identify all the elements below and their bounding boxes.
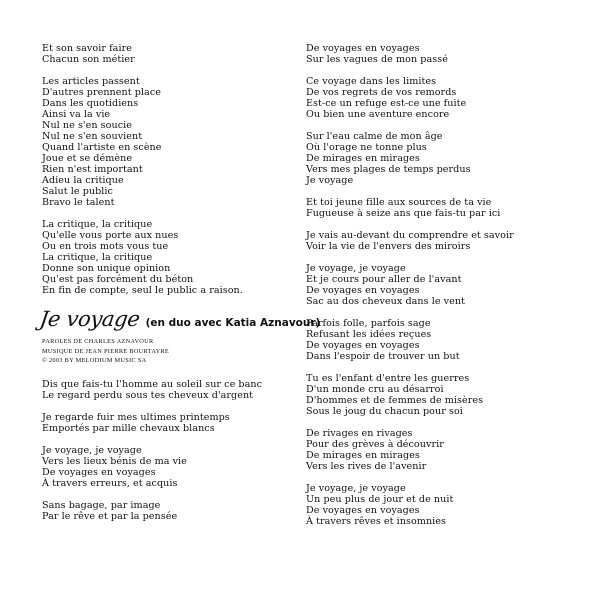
lyric-line: Sur l'eau calme de mon âge bbox=[306, 131, 443, 142]
lyric-line: Fugueuse à seize ans que fais-tu par ici bbox=[306, 208, 501, 219]
stanza bbox=[306, 76, 596, 120]
stanza bbox=[306, 318, 596, 362]
stanza bbox=[306, 230, 596, 252]
lyric-line: Voir la vie de l'envers des miroirs bbox=[306, 241, 471, 252]
lyric-line: Dans les quotidiens bbox=[42, 98, 139, 109]
stanza bbox=[306, 197, 596, 219]
lyric-line: Les articles passent bbox=[42, 76, 140, 87]
lyric-line: Sans bagage, par image bbox=[42, 499, 161, 511]
lyric-line: Je voyage, je voyage bbox=[42, 444, 142, 456]
lyric-line: Pour des grèves à découvrir bbox=[306, 439, 444, 450]
lyric-line: Dans l'espoir de trouver un but bbox=[306, 351, 460, 362]
song-title: Je voyage bbox=[38, 307, 142, 331]
lyric-line: Je voyage, je voyage bbox=[306, 263, 406, 274]
stanza bbox=[306, 131, 596, 186]
lyric-line: De voyages en voyages bbox=[42, 466, 156, 478]
lyric-line: Vers les lieux bénis de ma vie bbox=[42, 455, 187, 467]
stanza bbox=[42, 412, 300, 434]
credit-line: © 2003 BY MELODIUM MUSIC SA bbox=[42, 357, 147, 364]
lyric-line: De vos regrets de vos remords bbox=[306, 87, 457, 98]
lyric-line: Sur les vagues de mon passé bbox=[306, 54, 448, 65]
lyric-line: De voyages en voyages bbox=[306, 340, 420, 351]
lyric-line: Bravo le talent bbox=[42, 197, 115, 208]
lyric-line: D'un monde cru au désarroi bbox=[306, 384, 444, 395]
lyric-line: Emportés par mille chevaux blancs bbox=[42, 422, 215, 434]
stanza bbox=[306, 483, 596, 527]
stanza bbox=[42, 500, 300, 522]
lyric-line: À travers rêves et insomnies bbox=[306, 516, 447, 527]
lyric-line: De voyages en voyages bbox=[306, 43, 420, 54]
stanzas-after bbox=[42, 379, 300, 522]
lyric-line: De mirages en mirages bbox=[306, 450, 420, 461]
lyric-line: Joue et se démène bbox=[42, 153, 133, 164]
song-subtitle: (en duo avec Katia Aznavour) bbox=[145, 317, 321, 329]
lyric-line: Est-ce un refuge est-ce une fuite bbox=[306, 98, 467, 109]
stanza bbox=[42, 445, 300, 489]
lyric-line: Où l'orage ne tonne plus bbox=[306, 142, 427, 153]
lyric-line: De rivages en rivages bbox=[306, 428, 413, 439]
lyric-line: Sac au dos cheveux dans le vent bbox=[306, 296, 466, 307]
lyric-line: Ou bien une aventure encore bbox=[306, 109, 450, 120]
lyric-line: Qu'est pas forcément du béton bbox=[42, 274, 194, 285]
stanza bbox=[42, 43, 300, 65]
lyric-line: Vers mes plages de temps perdus bbox=[306, 164, 471, 175]
lyric-line: Qu'elle vous porte aux nues bbox=[42, 230, 179, 241]
stanza bbox=[306, 263, 596, 307]
lyric-line: Un peu plus de jour et de nuit bbox=[306, 494, 454, 505]
lyric-line: La critique, la critique bbox=[42, 219, 153, 230]
credit-line: MUSIQUE DE JEAN PIERRE BOURTAYRE bbox=[42, 347, 170, 355]
lyric-line: Vers les rives de l'avenir bbox=[306, 461, 427, 472]
lyric-line: Parfois folle, parfois sage bbox=[306, 318, 431, 329]
lyric-line: Et son savoir faire bbox=[42, 43, 132, 54]
stanza bbox=[42, 219, 300, 296]
lyric-line: Quand l'artiste en scène bbox=[42, 142, 162, 153]
lyric-line: Le regard perdu sous tes cheveux d'argent bbox=[42, 389, 254, 401]
credit-line: PAROLES DE CHARLES AZNAVOUR bbox=[42, 338, 154, 345]
stanza bbox=[42, 76, 300, 208]
stanza bbox=[42, 379, 300, 401]
lyric-line: D'hommes et de femmes de misères bbox=[306, 395, 484, 406]
lyric-line: Je voyage, je voyage bbox=[306, 483, 406, 494]
song-title-block bbox=[38, 307, 321, 331]
stanza bbox=[306, 373, 596, 417]
lyric-line: Par le rêve et par la pensée bbox=[42, 510, 178, 522]
lyric-line: De mirages en mirages bbox=[306, 153, 420, 164]
lyric-line: Tu es l'enfant d'entre les guerres bbox=[306, 373, 470, 384]
lyric-line: D'autres prennent place bbox=[42, 87, 161, 98]
stanza bbox=[306, 428, 596, 472]
lyric-line: De voyages en voyages bbox=[306, 285, 420, 296]
lyric-line: Ou en trois mots vous tue bbox=[42, 241, 169, 252]
song-credits bbox=[42, 337, 300, 366]
lyric-line: Nul ne s'en soucie bbox=[42, 120, 132, 131]
stanza bbox=[306, 43, 596, 65]
lyric-line: Ce voyage dans les limites bbox=[306, 76, 437, 87]
lyric-line: De voyages en voyages bbox=[306, 505, 420, 516]
lyric-line: Et toi jeune fille aux sources de ta vie bbox=[306, 197, 492, 208]
lyric-line: La critique, la critique bbox=[42, 252, 153, 263]
lyric-line: Dis que fais-tu l'homme au soleil sur ce banc bbox=[42, 378, 263, 390]
lyric-line: À travers erreurs, et acquis bbox=[42, 477, 178, 489]
lyric-line: Nul ne s'en souvient bbox=[42, 131, 143, 142]
stanzas-before bbox=[42, 43, 300, 296]
lyric-line: Chacun son métier bbox=[42, 54, 135, 65]
lyric-line: Je vais au-devant du comprendre et savoir bbox=[306, 230, 514, 241]
lyric-line: Adieu la critique bbox=[42, 175, 124, 186]
lyric-line: Salut le public bbox=[42, 186, 113, 197]
left-column bbox=[38, 43, 321, 533]
lyric-line: Donne son unique opinion bbox=[42, 263, 171, 274]
lyric-line: Je regarde fuir mes ultimes printemps bbox=[42, 411, 230, 423]
lyric-line: Ainsi va la vie bbox=[42, 109, 111, 120]
lyric-line: Refusant les idées reçues bbox=[306, 329, 432, 340]
lyric-line: Rien n'est important bbox=[42, 164, 143, 175]
right-column bbox=[306, 43, 596, 538]
lyric-line: Je voyage bbox=[306, 175, 354, 186]
lyric-line: En fin de compte, seul le public a raison. bbox=[42, 285, 243, 296]
lyric-line: Sous le joug du chacun pour soi bbox=[306, 406, 463, 417]
lyric-line: Et je cours pour aller de l'avant bbox=[306, 274, 462, 285]
